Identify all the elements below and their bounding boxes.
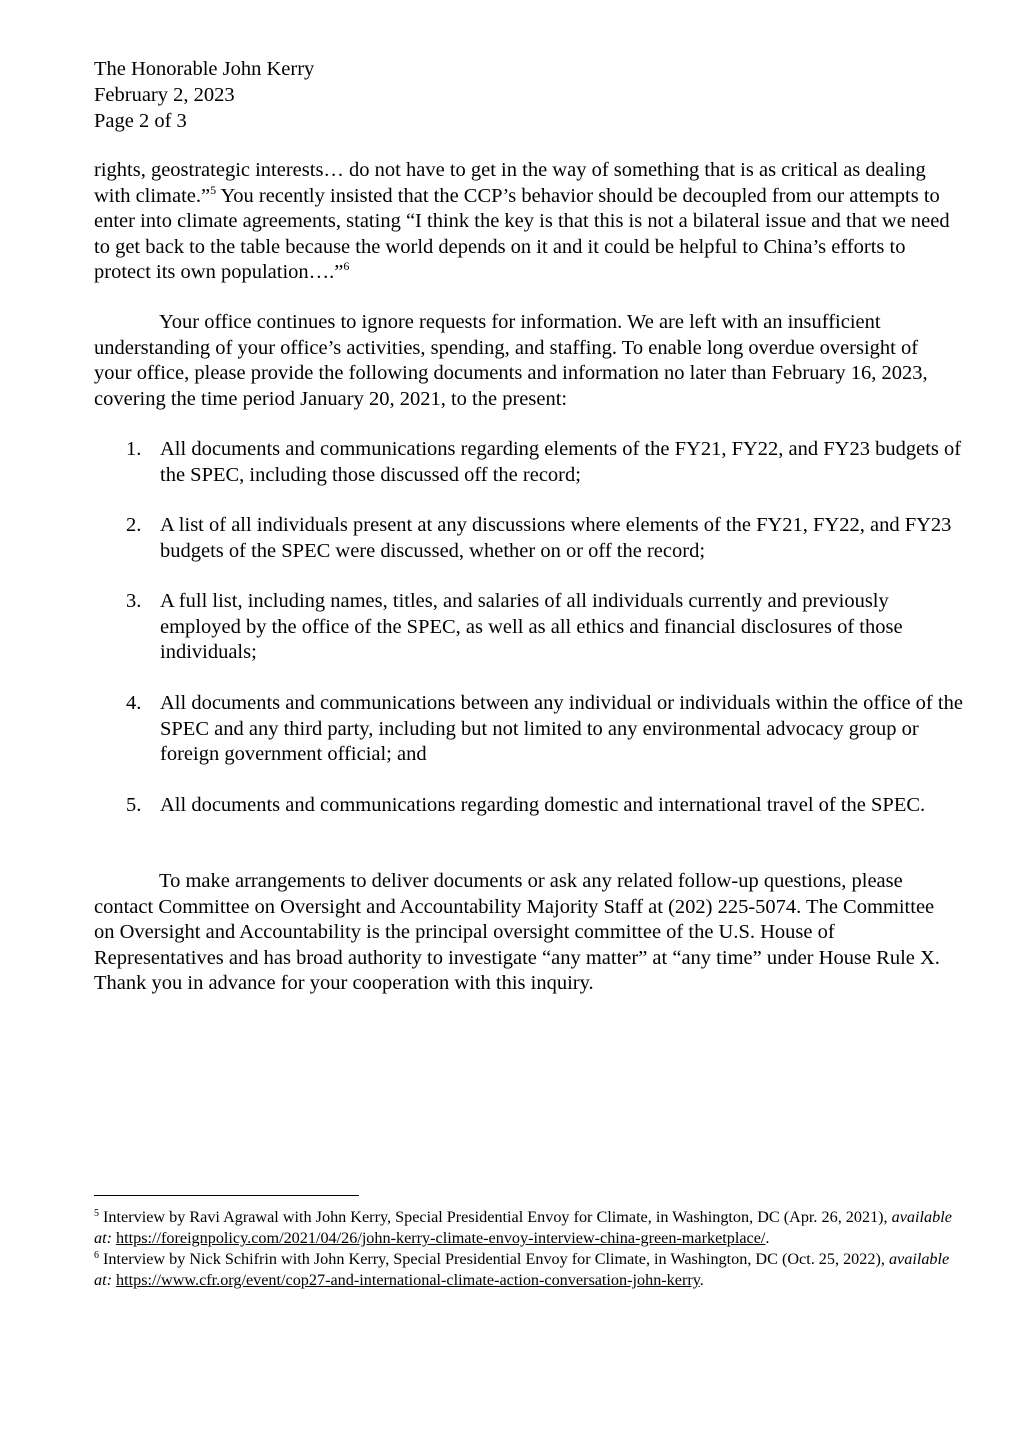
footnote-text: Interview by Ravi Agrawal with John Kerry, Special Presidential Envoy for Climate, in Washington, DC (Apr. 26, 2021), [99,1208,892,1226]
footnote-ref[interactable]: 5 [210,182,217,197]
footnote-link[interactable]: https://foreignpolicy.com/2021/04/26/john-kerry-climate-envoy-interview-china-green-marketplace/ [116,1229,766,1247]
paragraph-continued [94,158,958,286]
paragraph-text: rights, geostrategic interests… do not have to get in the way of something that is as critical as dealing with climate.” [94,159,926,207]
footnote-text: Interview by Nick Schifrin with John Kerry, Special Presidential Envoy for Climate, in Washington, DC (Oct. 25, 2022), [99,1250,889,1268]
list-number: 3. [126,590,142,612]
footnote-ref[interactable]: 6 [343,259,350,274]
recipient-line: The Honorable John Kerry [94,58,315,80]
list-number: 2. [126,514,142,536]
list-number: 4. [126,692,142,714]
request-list-item [94,589,964,666]
list-item-text: All documents and communications between any individual or individuals within the office of the SPEC and any third party, including but not limited to any environmental advocacy group or foreign government official; and [160,692,963,766]
request-list-item [94,793,964,819]
footnote-divider [94,1195,359,1196]
paragraph-text: You recently insisted that the CCP’s behavior should be decoupled from our attempts to enter into climate agreements, stating “I think the key is that this is not a bilateral issue and that we need to get back to the table because the world depends on it and it could be helpful to China’s efforts to protect its own population….” [94,184,950,284]
page-header [94,56,314,134]
footnote [94,1207,964,1249]
footnote-available-at: available at: [94,1250,950,1289]
paragraph-request-intro: Your office continues to ignore requests for information. We are left with an insufficient understanding of your office’s activities, spending, and staffing. To enable long overdue oversight of your office, please provide the following documents and information no later than February 16, 2023, covering the time period January 20, 2021, to the present: [94,311,928,410]
footnote-end: . [699,1271,704,1289]
list-item-text: A list of all individuals present at any discussions where elements of the FY21, FY22, and FY23 budgets of the SPEC were discussed, whether on or off the record; [160,514,952,562]
footnote-number: 5 [94,1208,99,1219]
footnote-number: 6 [94,1250,99,1261]
paragraph-closing: To make arrangements to deliver documents or ask any related follow-up questions, please contact Committee on Oversight and Accountability Majority Staff at (202) 225-5074. The Committee on Oversight and Accountability is the principal oversight committee of the U.S. House of Representatives and has broad authority to investigate “any matter” at “any time” under House Rule X. Thank you in advance for your cooperation with this inquiry. [94,870,940,995]
list-number: 5. [126,794,142,816]
footnote [94,1249,964,1291]
footnotes [94,1207,964,1291]
list-item-text: All documents and communications regarding domestic and international travel of the SPEC. [160,794,926,816]
request-list-item [94,437,964,488]
date-line: February 2, 2023 [94,84,235,106]
footnote-end: . [765,1229,770,1247]
footnote-link[interactable]: https://www.cfr.org/event/cop27-and-international-climate-action-conversation-john-kerry [116,1271,700,1289]
list-number: 1. [126,438,142,460]
list-item-text: A full list, including names, titles, and salaries of all individuals currently and previously employed by the office of the SPEC, as well as all ethics and financial disclosures of those individuals; [160,590,903,664]
footnote-available-at: available at: [94,1208,952,1247]
list-item-text: All documents and communications regarding elements of the FY21, FY22, and FY23 budgets of the SPEC, including those discussed off the record; [160,438,962,486]
request-list-item [94,513,964,564]
request-list-item [94,691,964,768]
page-number: Page 2 of 3 [94,110,187,132]
